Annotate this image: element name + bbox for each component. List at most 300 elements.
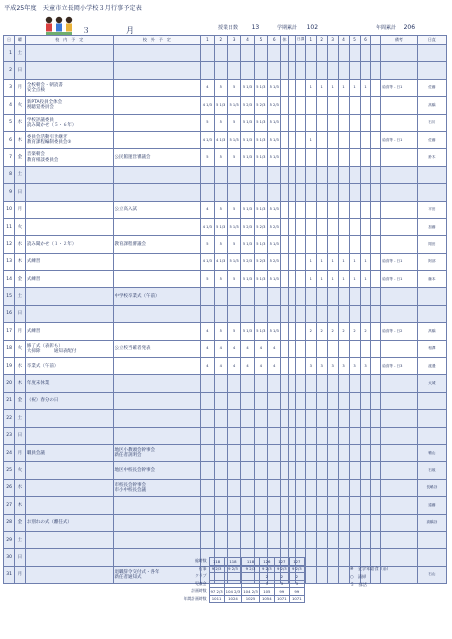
period-cell: 5 1/3 <box>254 201 267 218</box>
club-cell <box>316 166 327 183</box>
summary-cell <box>209 573 224 581</box>
period-cell <box>268 184 281 201</box>
hol-cell <box>281 201 288 218</box>
period-cell <box>201 166 214 183</box>
day-number: 2 <box>4 62 15 79</box>
period-cell: 5 2/3 <box>254 253 267 270</box>
club-cell: 1 <box>305 271 316 288</box>
hol-cell <box>281 271 288 288</box>
school-event: 学校評議委員 読み聞かせ（５・６年） <box>25 114 113 131</box>
period-cell <box>214 497 227 514</box>
school-event: 式練習 <box>25 253 113 270</box>
period-cell: 4 1/3 <box>201 253 214 270</box>
period-cell: 4 <box>214 340 227 357</box>
summary-cell: 118 <box>209 558 224 566</box>
day-of-week: 日 <box>14 62 25 79</box>
period-cell <box>268 462 281 479</box>
club-cell: 3 <box>360 358 371 375</box>
club-cell <box>316 462 327 479</box>
club-cell: 1 <box>305 79 316 96</box>
hol-cell <box>281 253 288 270</box>
period-cell: 5 <box>227 271 240 288</box>
period-cell: 5 <box>214 79 227 96</box>
school-event: 全校朝会・朝読書 安全点検 <box>25 79 113 96</box>
hol-cell <box>281 462 288 479</box>
club-cell <box>338 444 349 461</box>
note-cell <box>381 201 418 218</box>
club-cell: 1 <box>316 271 327 288</box>
club-cell: 1 <box>349 253 360 270</box>
summary-cell <box>224 580 242 588</box>
period-cell: 5 2/3 <box>268 253 281 270</box>
summary-cell: 105 <box>259 588 274 596</box>
outside-event: 公立校当確者発表 <box>113 340 201 357</box>
day-of-week: 日 <box>14 184 25 201</box>
club-cell <box>327 305 338 322</box>
club-cell <box>349 114 360 131</box>
period-cell <box>227 375 240 392</box>
club-cell <box>305 218 316 235</box>
duty-cell <box>417 549 446 566</box>
club-cell: 1 <box>360 271 371 288</box>
summary-cell: 99 <box>289 588 304 596</box>
club-cell <box>305 392 316 409</box>
period-cell: 5 1/3 <box>241 323 254 340</box>
club-cell <box>349 444 360 461</box>
period-cell <box>241 479 254 496</box>
table-row <box>4 149 447 166</box>
note-cell <box>381 375 418 392</box>
club-cell <box>327 97 338 114</box>
summary-row <box>175 588 304 596</box>
club-cell: 1 <box>327 79 338 96</box>
period-cell: 5 1/3 <box>268 323 281 340</box>
summary-cell: 1071 <box>274 595 289 603</box>
club-cell <box>349 479 360 496</box>
summary-cell: 2 <box>259 573 274 581</box>
period-cell <box>227 45 240 62</box>
summary-cell: 9 2/3 <box>274 565 289 573</box>
summary-label: 総時数 <box>195 558 207 564</box>
period-cell <box>268 514 281 531</box>
table-row <box>4 271 447 288</box>
table-row <box>4 340 447 357</box>
summary-cell: 1054 <box>259 595 274 603</box>
period-cell <box>254 427 267 444</box>
day-number: 23 <box>4 427 15 444</box>
table-row <box>4 410 447 427</box>
day-of-week: 日 <box>14 427 25 444</box>
club-cell <box>338 514 349 531</box>
period-cell: 4 <box>201 323 214 340</box>
period-cell: 4 <box>227 340 240 357</box>
period-cell <box>254 462 267 479</box>
period-cell: 5 2/3 <box>254 218 267 235</box>
summary-cell: 2 <box>289 573 304 581</box>
club-cell <box>360 218 371 235</box>
period-cell <box>214 514 227 531</box>
day-of-week: 水 <box>14 236 25 253</box>
period-cell: 5 <box>227 201 240 218</box>
period-cell: 5 2/3 <box>241 218 254 235</box>
short-cell <box>296 236 306 253</box>
extra-cell <box>288 97 295 114</box>
period-cell: 5 <box>227 149 240 166</box>
club-cell <box>316 131 327 148</box>
club-cell <box>360 184 371 201</box>
table-row <box>4 97 447 114</box>
short-cell <box>296 323 306 340</box>
period-cell: 4 1/3 <box>214 131 227 148</box>
duty-cell <box>417 531 446 548</box>
period-cell <box>201 288 214 305</box>
short-cell <box>296 62 306 79</box>
period-cell: 5 2/3 <box>268 97 281 114</box>
period-cell <box>227 184 240 201</box>
club-cell <box>338 549 349 566</box>
extra-cell <box>371 410 381 427</box>
extra-cell <box>371 305 381 322</box>
club-cell <box>338 497 349 514</box>
day-of-week: 火 <box>14 340 25 357</box>
period-cell <box>214 45 227 62</box>
extra-cell <box>288 444 295 461</box>
extra-cell <box>371 236 381 253</box>
club-cell <box>360 131 371 148</box>
col-period: 4 <box>241 36 254 45</box>
day-of-week: 日 <box>14 549 25 566</box>
note-cell <box>381 288 418 305</box>
school-event: 式練習 <box>25 271 113 288</box>
extra-cell <box>288 462 295 479</box>
school-event: 年度末休業 <box>25 375 113 392</box>
school-event: （祝）春分の日 <box>25 392 113 409</box>
table-row <box>4 236 447 253</box>
day-number: 9 <box>4 184 15 201</box>
day-number: 21 <box>4 392 15 409</box>
school-event <box>25 45 113 62</box>
day-number: 19 <box>4 358 15 375</box>
duty-cell <box>417 427 446 444</box>
period-cell <box>214 531 227 548</box>
period-cell <box>254 444 267 461</box>
period-cell <box>227 427 240 444</box>
extra-cell <box>288 340 295 357</box>
table-row <box>4 305 447 322</box>
period-cell <box>241 531 254 548</box>
day-of-week: 土 <box>14 531 25 548</box>
period-cell <box>254 62 267 79</box>
period-cell <box>214 427 227 444</box>
period-cell <box>227 410 240 427</box>
col-extra2 <box>371 36 381 45</box>
extra-cell <box>371 462 381 479</box>
club-cell <box>338 131 349 148</box>
extra-cell <box>288 114 295 131</box>
extra-cell <box>371 149 381 166</box>
note-cell <box>381 427 418 444</box>
period-cell <box>268 305 281 322</box>
table-row <box>4 358 447 375</box>
club-cell <box>338 288 349 305</box>
period-cell <box>214 462 227 479</box>
extra-cell <box>288 305 295 322</box>
club-cell <box>349 462 360 479</box>
extra-cell <box>371 201 381 218</box>
club-cell <box>338 184 349 201</box>
extra-cell <box>371 218 381 235</box>
note-cell: 給食等 - 日1 <box>381 253 418 270</box>
period-cell <box>227 462 240 479</box>
col-dow: 曜 <box>14 36 25 45</box>
extra-cell <box>371 392 381 409</box>
short-cell <box>296 218 306 235</box>
hol-cell <box>281 288 288 305</box>
period-cell: 5 1/3 <box>214 97 227 114</box>
school-event: 職員会議 <box>25 444 113 461</box>
period-cell: 5 1/3 <box>268 201 281 218</box>
club-cell <box>360 531 371 548</box>
table-row <box>4 479 447 496</box>
legend-item: ○ 清掃 <box>350 574 367 579</box>
duty-cell: 大城 <box>417 375 446 392</box>
period-cell: 5 2/3 <box>254 97 267 114</box>
club-cell <box>316 97 327 114</box>
club-cell <box>360 340 371 357</box>
club-cell <box>349 45 360 62</box>
day-of-week: 火 <box>14 218 25 235</box>
outside-event <box>113 97 201 114</box>
note-cell <box>381 479 418 496</box>
extra-cell <box>288 375 295 392</box>
club-cell <box>327 462 338 479</box>
club-cell <box>327 531 338 548</box>
extra-cell <box>371 444 381 461</box>
club-cell: 1 <box>349 79 360 96</box>
period-cell <box>254 305 267 322</box>
hol-cell <box>281 114 288 131</box>
summary-cell: 1025 <box>242 595 260 603</box>
club-cell <box>338 97 349 114</box>
duty-cell <box>417 392 446 409</box>
day-number: 17 <box>4 323 15 340</box>
period-cell: 5 <box>227 236 240 253</box>
period-cell <box>268 444 281 461</box>
club-cell <box>338 392 349 409</box>
hol-cell <box>281 375 288 392</box>
hol-cell <box>281 97 288 114</box>
duty-cell: 高橋 <box>417 97 446 114</box>
club-cell <box>316 392 327 409</box>
col-club: 6 <box>360 36 371 45</box>
period-cell: 5 1/3 <box>241 149 254 166</box>
club-cell <box>305 62 316 79</box>
col-club: 1 <box>305 36 316 45</box>
extra-cell <box>371 323 381 340</box>
period-cell <box>214 305 227 322</box>
extra-cell <box>371 340 381 357</box>
club-cell <box>327 549 338 566</box>
club-cell <box>316 497 327 514</box>
school-event <box>25 462 113 479</box>
club-cell <box>349 149 360 166</box>
period-cell <box>201 45 214 62</box>
club-cell: 3 <box>327 358 338 375</box>
summary-table <box>175 557 305 603</box>
period-cell: 5 1/3 <box>227 253 240 270</box>
outside-event <box>113 271 201 288</box>
school-event: 音楽朝会 教育相談委員会 <box>25 149 113 166</box>
period-cell <box>268 497 281 514</box>
summary-cell: 1024 <box>224 595 242 603</box>
club-cell <box>349 236 360 253</box>
period-cell <box>214 288 227 305</box>
period-cell: 4 <box>241 358 254 375</box>
extra-cell <box>371 62 381 79</box>
period-cell <box>227 444 240 461</box>
duty-cell: 髙橋 <box>417 323 446 340</box>
club-cell <box>327 45 338 62</box>
club-cell <box>305 114 316 131</box>
outside-event <box>113 62 201 79</box>
short-cell <box>296 427 306 444</box>
summary-cell <box>242 580 260 588</box>
period-cell: 5 <box>214 271 227 288</box>
outside-event: 地区中校長会幹事会 <box>113 462 201 479</box>
period-cell: 5 1/3 <box>254 114 267 131</box>
short-cell <box>296 410 306 427</box>
day-of-week: 金 <box>14 392 25 409</box>
period-cell: 5 1/3 <box>241 271 254 288</box>
club-cell <box>316 444 327 461</box>
club-cell <box>305 305 316 322</box>
club-cell: 2 <box>327 323 338 340</box>
period-cell <box>201 497 214 514</box>
duty-cell: 石川 <box>417 114 446 131</box>
extra-cell <box>371 427 381 444</box>
period-cell: 5 1/3 <box>241 201 254 218</box>
period-cell: 4 <box>268 340 281 357</box>
club-cell <box>338 410 349 427</box>
period-cell <box>268 479 281 496</box>
summary-row <box>175 558 304 566</box>
col-period: 5 <box>254 36 267 45</box>
duty-cell: 遠藤 <box>417 497 446 514</box>
col-club: 3 <box>327 36 338 45</box>
duty-cell: 高橋谷 <box>417 514 446 531</box>
day-number: 31 <box>4 566 15 583</box>
extra-cell <box>288 479 295 496</box>
club-cell <box>316 305 327 322</box>
duty-cell: 藤本 <box>417 271 446 288</box>
period-cell <box>227 497 240 514</box>
day-of-week: 月 <box>14 79 25 96</box>
club-cell <box>305 375 316 392</box>
club-cell <box>338 201 349 218</box>
outside-event <box>113 514 201 531</box>
extra-cell <box>371 114 381 131</box>
period-cell: 5 <box>201 114 214 131</box>
extra-cell <box>371 514 381 531</box>
extra-cell <box>371 271 381 288</box>
header-row <box>4 36 447 45</box>
day-number: 6 <box>4 131 15 148</box>
club-cell <box>338 375 349 392</box>
period-cell: 5 1/3 <box>268 236 281 253</box>
club-cell: 1 <box>327 271 338 288</box>
club-cell <box>327 218 338 235</box>
period-cell <box>241 427 254 444</box>
summary-cell: 9 2/3 <box>259 565 274 573</box>
period-cell <box>227 62 240 79</box>
day-number: 4 <box>4 97 15 114</box>
club-cell <box>338 45 349 62</box>
club-cell <box>327 410 338 427</box>
table-row <box>4 45 447 62</box>
club-cell <box>305 497 316 514</box>
summary-label: 行事 <box>198 565 207 571</box>
club-cell: 2 <box>305 323 316 340</box>
short-cell <box>296 166 306 183</box>
short-cell <box>296 271 306 288</box>
legend-item: ※ 全学年給食（◎） <box>350 566 391 571</box>
club-cell <box>360 45 371 62</box>
period-cell <box>268 392 281 409</box>
note-cell <box>381 497 418 514</box>
outside-event <box>113 218 201 235</box>
day-number: 16 <box>4 305 15 322</box>
club-cell <box>360 375 371 392</box>
hol-cell <box>281 184 288 201</box>
period-cell <box>268 288 281 305</box>
table-row <box>4 462 447 479</box>
duty-cell: 石山 <box>417 566 446 583</box>
day-of-week: 土 <box>14 410 25 427</box>
extra-cell <box>288 62 295 79</box>
period-cell: 5 1/3 <box>227 131 240 148</box>
club-cell <box>316 236 327 253</box>
club-cell: 1 <box>305 131 316 148</box>
short-cell <box>296 184 306 201</box>
period-cell: 5 1/3 <box>268 271 281 288</box>
club-cell <box>327 236 338 253</box>
club-cell <box>305 549 316 566</box>
short-cell <box>296 253 306 270</box>
extra-cell <box>288 184 295 201</box>
table-row <box>4 392 447 409</box>
period-cell: 4 <box>214 358 227 375</box>
period-cell <box>241 184 254 201</box>
duty-cell <box>417 410 446 427</box>
col-period: 6 <box>268 36 281 45</box>
note-cell <box>381 184 418 201</box>
period-cell: 4 1/3 <box>201 218 214 235</box>
extra-cell <box>288 392 295 409</box>
club-cell <box>360 166 371 183</box>
club-cell <box>360 305 371 322</box>
period-cell <box>241 462 254 479</box>
outside-event: 中学校卒業式（午前） <box>113 288 201 305</box>
extra-cell <box>288 131 295 148</box>
duty-cell: 長嶋谷 <box>417 479 446 496</box>
extra-cell <box>371 184 381 201</box>
club-cell <box>360 549 371 566</box>
summary-cell: 9 2/3 <box>209 565 224 573</box>
extra-cell <box>371 79 381 96</box>
period-cell: 5 1/3 <box>254 149 267 166</box>
school-event: お別れの式（離任式） <box>25 514 113 531</box>
summary-cell: 118 <box>242 558 260 566</box>
